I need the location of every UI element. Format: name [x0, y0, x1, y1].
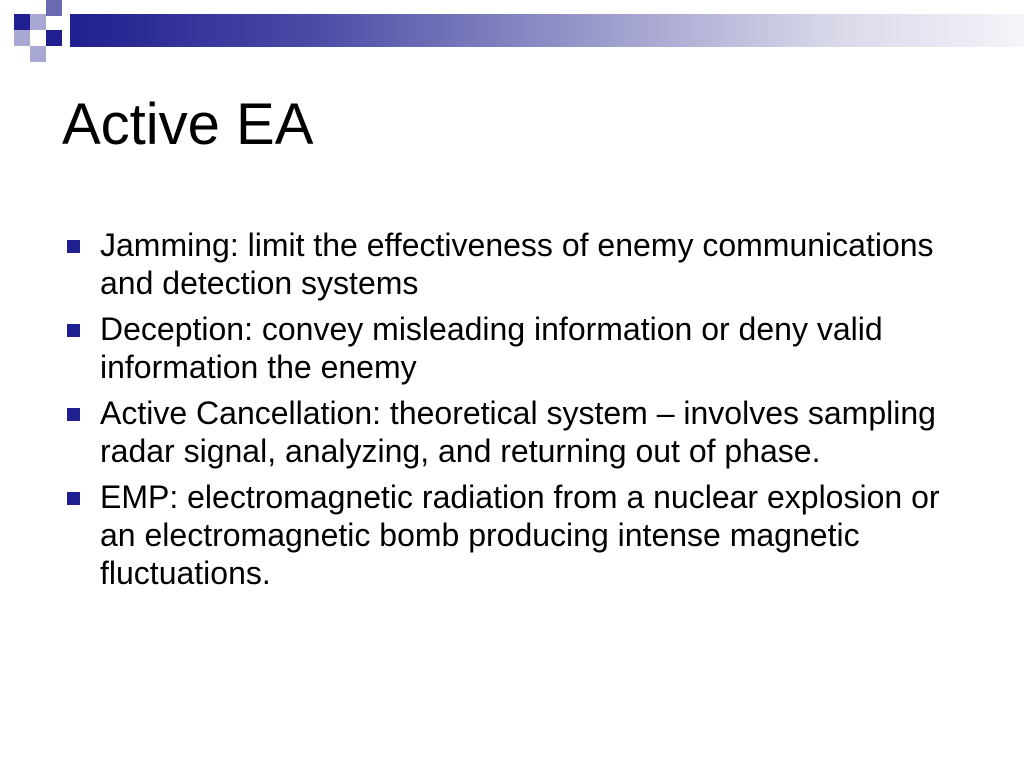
- decor-square: [30, 46, 46, 62]
- slide-title: Active EA: [62, 92, 314, 157]
- square-bullet-icon: [67, 240, 80, 253]
- bullet-text: EMP: electromagnetic radiation from a nuclear explosion or an electromagnetic bomb producing intense magnetic fluctuations.: [100, 479, 940, 591]
- header-gradient-bar: [70, 14, 1024, 47]
- square-bullet-icon: [67, 324, 80, 337]
- decor-square: [30, 14, 46, 30]
- decor-square: [46, 30, 62, 46]
- bullet-item: [62, 226, 982, 302]
- decor-square: [14, 14, 30, 30]
- bullet-text: Active Cancellation: theoretical system – involves sampling radar signal, analyzing, and returning out of phase.: [100, 395, 936, 469]
- bullet-text: Deception: convey misleading information or deny valid information the enemy: [100, 311, 883, 385]
- bullet-item: [62, 394, 982, 470]
- bullet-list: [62, 226, 982, 600]
- square-bullet-icon: [67, 408, 80, 421]
- decor-square: [14, 30, 30, 46]
- bullet-text: Jamming: limit the effectiveness of enemy communications and detection systems: [100, 227, 934, 301]
- square-bullet-icon: [67, 492, 80, 505]
- bullet-item: [62, 478, 982, 592]
- bullet-item: [62, 310, 982, 386]
- header-decoration: [0, 0, 1024, 60]
- decor-square: [46, 0, 62, 16]
